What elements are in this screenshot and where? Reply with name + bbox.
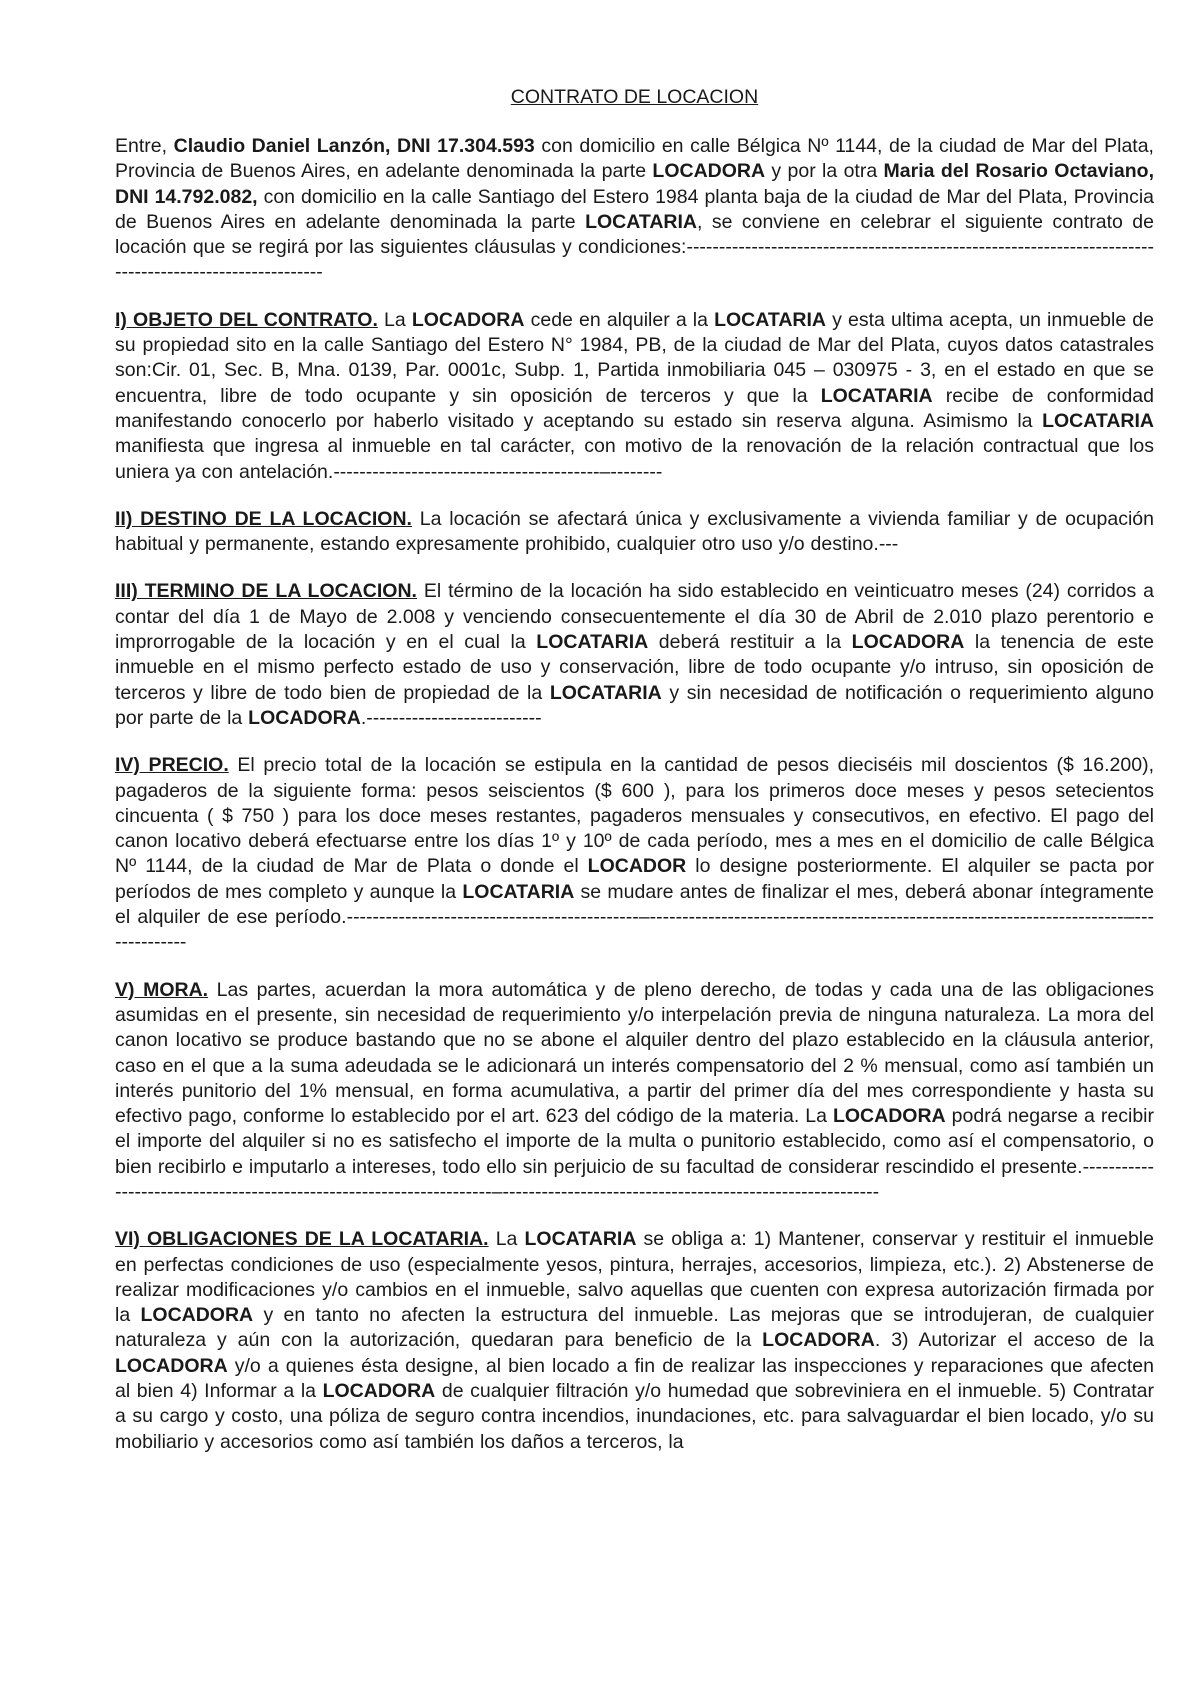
clause-objeto: [115, 308, 1154, 485]
bold-text-run: LOCADORA: [851, 631, 965, 654]
clause-heading: IV) PRECIO.: [115, 754, 229, 777]
bold-text-run: LOCATARIA: [549, 681, 662, 704]
bold-text-run: LOCATARIA: [524, 1228, 637, 1251]
bold-text-run: LOCATARIA: [536, 631, 649, 654]
text-run: la tenencia de este inmueble en el mismo perfecto estado de uso y conservación, libre de todo ocupante y/o intruso, sin oposición de terceros y libre de todo bien de propiedad de la: [115, 631, 1155, 704]
bold-text-run: LOCADORA: [411, 308, 525, 331]
text-run: , se conviene en celebrar el siguiente contrato de locación que se regirá por las siguientes cláusulas y condiciones:--------------------------------------------------------------------------------------------------------: [115, 210, 1154, 284]
text-run: con domicilio en la calle Santiago del Estero 1984 planta baja de la ciudad de Mar del Plata, Provincia de Buenos Aires en adelante denominada la parte: [115, 185, 1155, 233]
bold-text-run: LOCADORA: [652, 160, 766, 183]
text-run: manifiesta que ingresa al inmueble en tal carácter, con motivo de la renovación de la relación contractual que los uniera ya con antelación.-----------------------------------------–--------: [115, 435, 1154, 483]
clause-destino: [115, 507, 1154, 558]
bold-text-run: LOCATARIA: [585, 210, 697, 233]
text-run: Entre,: [115, 135, 174, 157]
clause-heading: V) MORA.: [115, 978, 209, 1001]
text-run: El precio total de la locación se estipula en la cantidad de pesos dieciséis mil doscientos ($ 16.200), pagaderos de la siguiente forma: pesos seiscientos ($ 600 ), para los primeros doce meses y pesos setecientos cincuenta ( $ 750 ) para los doce meses restantes, pagaderos mensuales y consecutivos, en efectivo. El pago del canon locativo deberá efectuarse entre los días 1º y 10º de cada período, mes a mes en el domicilio de calle Bélgica Nº 1144, de la ciudad de Mar de Plata o donde el: [115, 754, 1154, 878]
bold-text-run: Claudio Daniel Lanzón, DNI 17.304.593: [173, 135, 535, 157]
bold-text-run: LOCATARIA: [462, 880, 575, 903]
bold-text-run: LOCATARIA: [820, 384, 933, 407]
bold-text-run: LOCADORA: [832, 1105, 946, 1128]
clause-body: [115, 580, 1154, 728]
clause-body: [115, 754, 1154, 953]
text-run: .---------------------------: [360, 706, 542, 729]
text-run: recibe de conformidad manifestando conocerlo por haberlo visitado y aceptando su estado sin reserva alguna. Asimismo la: [115, 384, 1154, 432]
clause-heading: III) TERMINO DE LA LOCACION.: [115, 580, 417, 603]
text-run: se obliga a: 1) Mantener, conservar y restituir el inmueble en perfectas condiciones de uso (especialmente yesos, pintura, herrajes, accesorios, limpieza, etc.). 2) Abstenerse de realizar modificaciones y/o cambios en el inmueble, salvo aquellas que cuenten con expresa autorización firmada por la: [115, 1228, 1154, 1327]
text-run: y por la otra: [765, 160, 884, 183]
text-run: El término de la locación ha sido establecido en veinticuatro meses (24) corridos a contar del día 1 de Mayo de 2.008 y venciendo consecuentemente el día 30 de Abril de 2.010 plazo perentorio e improrrogable de la locación y en el cual la: [115, 580, 1154, 654]
text-run: y/o a quienes ésta designe, al bien locado a fin de realizar las inspecciones y reparaciones que afecten al bien 4) Informar a la: [115, 1354, 1154, 1403]
text-run: cede en alquiler a la: [524, 308, 715, 331]
text-run: Las partes, acuerdan la mora automática y de pleno derecho, de todas y cada una de las obligaciones asumidas en el presente, sin necesidad de requerimiento y/o interpelación previa de ninguna naturaleza. La mora del canon locativo se produce bastando que no se abone el alquiler dentro del plazo establecido en la cláusula anterior, caso en el que a la suma adeudada se le adicionará un interés compensatorio del 2 % mensual, como así también un interés punitorio del 1% mensual, en forma acumulativa, a partir del primer día del mes correspondiente y hasta su efectivo pago, conforme lo establecido por el art. 623 del código de la materia. La: [115, 978, 1154, 1128]
bold-text-run: LOCATARIA: [1042, 409, 1154, 432]
text-run: podrá negarse a recibir el importe del alquiler si no es satisfecho el importe de la multa o punitorio establecido, como así el compensatorio, o bien recibirlo e imputarlo a intereses, todo ello sin perjuicio de su facultad de considerar rescindido el presente.---------------------------------------------------------------------–----------------------------------------------------------: [115, 1105, 1154, 1203]
text-run: . 3) Autorizar el acceso de la: [874, 1329, 1154, 1352]
text-run: y sin necesidad de notificación o requerimiento alguno por parte de la: [115, 681, 1154, 729]
bold-text-run: LOCADORA: [322, 1380, 436, 1403]
bold-text-run: LOCATARIA: [714, 308, 827, 331]
text-run: con domicilio en calle Bélgica Nº 1144, de la ciudad de Mar del Plata, Provincia de Buenos Aires, en adelante denominada la parte: [115, 135, 1154, 183]
text-run: y en tanto no afecten la estructura del inmueble. Las mejoras que se introdujeran, de cualquier naturaleza y aún con la autorización, quedaran para beneficio de la: [115, 1304, 1154, 1352]
clause-heading: VI) OBLIGACIONES DE LA LOCATARIA.: [115, 1228, 489, 1251]
text-run: se mudare antes de finalizar el mes, deberá abonar íntegramente el alquiler de ese período.---------------------------------------------–-------------------------------------------------------------------------–--------------: [115, 880, 1154, 954]
clause-heading: II) DESTINO DE LA LOCACION.: [115, 507, 412, 530]
text-run: La locación se afectará única y exclusivamente a vivienda familiar y de ocupación habitual y permanente, estando expresamente prohibido, cualquier otro uso y/o destino.---: [115, 507, 1154, 556]
text-run: La: [377, 308, 412, 331]
bold-text-run: LOCADORA: [248, 706, 361, 729]
bold-text-run: LOCADORA: [140, 1304, 254, 1327]
clause-termino: [115, 579, 1154, 731]
clause-obligaciones: [115, 1227, 1154, 1455]
clause-body: [115, 1228, 1154, 1452]
text-run: y esta ultima acepta, un inmueble de su propiedad sito en la calle Santiago del Estero N° 1984, PB, de la ciudad de Mar del Plata, cuyos datos catastrales son:Cir. 01, Sec. B, Mna. 0139, Par. 0001c, Subp. 1, Partida inmobiliaria 045 – 030975 - 3, en el estado en que se encuentra, libre de todo ocupante y sin oposición de terceros y que la: [115, 308, 1154, 407]
text-run: lo designe posteriormente. El alquiler se pacta por períodos de mes completo y aunque la: [115, 855, 1154, 903]
clause-mora: [115, 978, 1154, 1206]
bold-text-run: LOCADORA: [762, 1329, 875, 1352]
clause-body: [115, 309, 1154, 483]
bold-text-run: LOCADOR: [587, 855, 687, 878]
document-title: CONTRATO DE LOCACION: [510, 86, 759, 108]
intro-paragraph: [115, 134, 1154, 286]
clause-heading: I) OBJETO DEL CONTRATO.: [115, 308, 378, 331]
text-run: deberá restituir a la: [648, 631, 852, 654]
text-run: La: [488, 1228, 525, 1251]
bold-text-run: Maria del Rosario Octaviano, DNI 14.792.082,: [115, 160, 1154, 208]
text-run: de cualquier filtración y/o humedad que sobreviniera en el inmueble. 5) Contratar a su cargo y costo, una póliza de seguro contra incendios, inundaciones, etc. para salvaguardar el bien locado, y/o su mobiliario y accesorios como así también los daños a terceros, la: [115, 1380, 1154, 1453]
clause-precio: [115, 753, 1154, 955]
bold-text-run: LOCADORA: [115, 1354, 228, 1377]
clause-body: [115, 979, 1154, 1203]
